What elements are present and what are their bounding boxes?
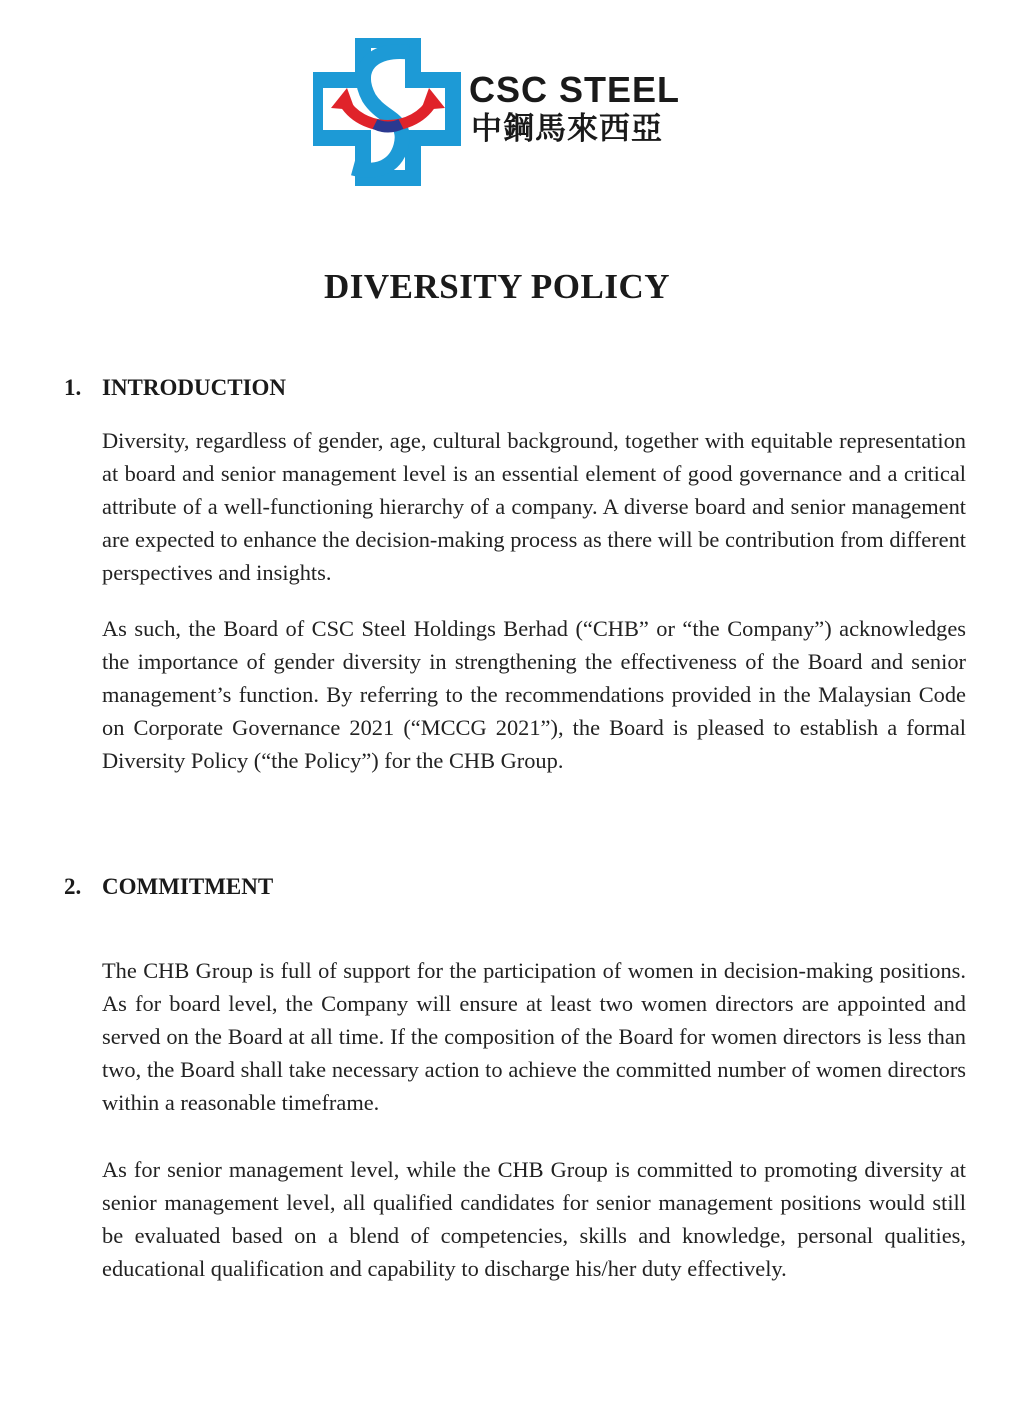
introduction-paragraph-2: As such, the Board of CSC Steel Holdings Berhad (“CHB” or “the Company”) acknowledges the importance of gender diversity in strengthening the effectiveness of the Board and senior management’s function. By referring to the recommendations provided in the Malaysian Code on Corporate Governance 2021 (“MCCG 2021”), the Board is pleased to establish a formal Diversity Policy (“the Policy”) for the CHB Group. bbox=[102, 616, 966, 773]
csc-steel-logo-icon bbox=[313, 38, 463, 188]
commitment-paragraph-1: The CHB Group is full of support for the participation of women in decision-making positions. As for board level, the Company will ensure at least two women directors are appointed and served on the Board at all time. If the composition of the Board for women directors is less than two, the Board shall take necessary action to achieve the committed number of women directors within a reasonable timeframe. bbox=[102, 958, 966, 1115]
logo-text-chinese: 中鋼馬來西亞 bbox=[471, 111, 663, 147]
introduction-paragraph-1: Diversity, regardless of gender, age, cultural background, together with equitable representation at board and senior management level is an essential element of good governance and a critical attribute of a well-functioning hierarchy of a company. A diverse board and senior management are expected to enhance the decision-making process as there will be contribution from different perspectives and insights. bbox=[102, 428, 966, 585]
section-title: COMMITMENT bbox=[102, 874, 274, 899]
section-title: INTRODUCTION bbox=[102, 375, 287, 400]
section-number: 2. bbox=[64, 874, 82, 899]
section-heading-commitment bbox=[64, 873, 273, 901]
logo-text-english: CSC STEEL bbox=[469, 69, 681, 110]
company-logo bbox=[313, 38, 685, 188]
section-heading-introduction bbox=[64, 374, 286, 402]
commitment-paragraph-2: As for senior management level, while the CHB Group is committed to promoting diversity at senior management level, all qualified candidates for senior management positions would still be evaluated based on a blend of competencies, skills and knowledge, personal qualities, educational qualification and capability to discharge his/her duty effectively. bbox=[102, 1157, 966, 1281]
document-title: DIVERSITY POLICY bbox=[323, 267, 671, 306]
section-number: 1. bbox=[64, 375, 82, 400]
